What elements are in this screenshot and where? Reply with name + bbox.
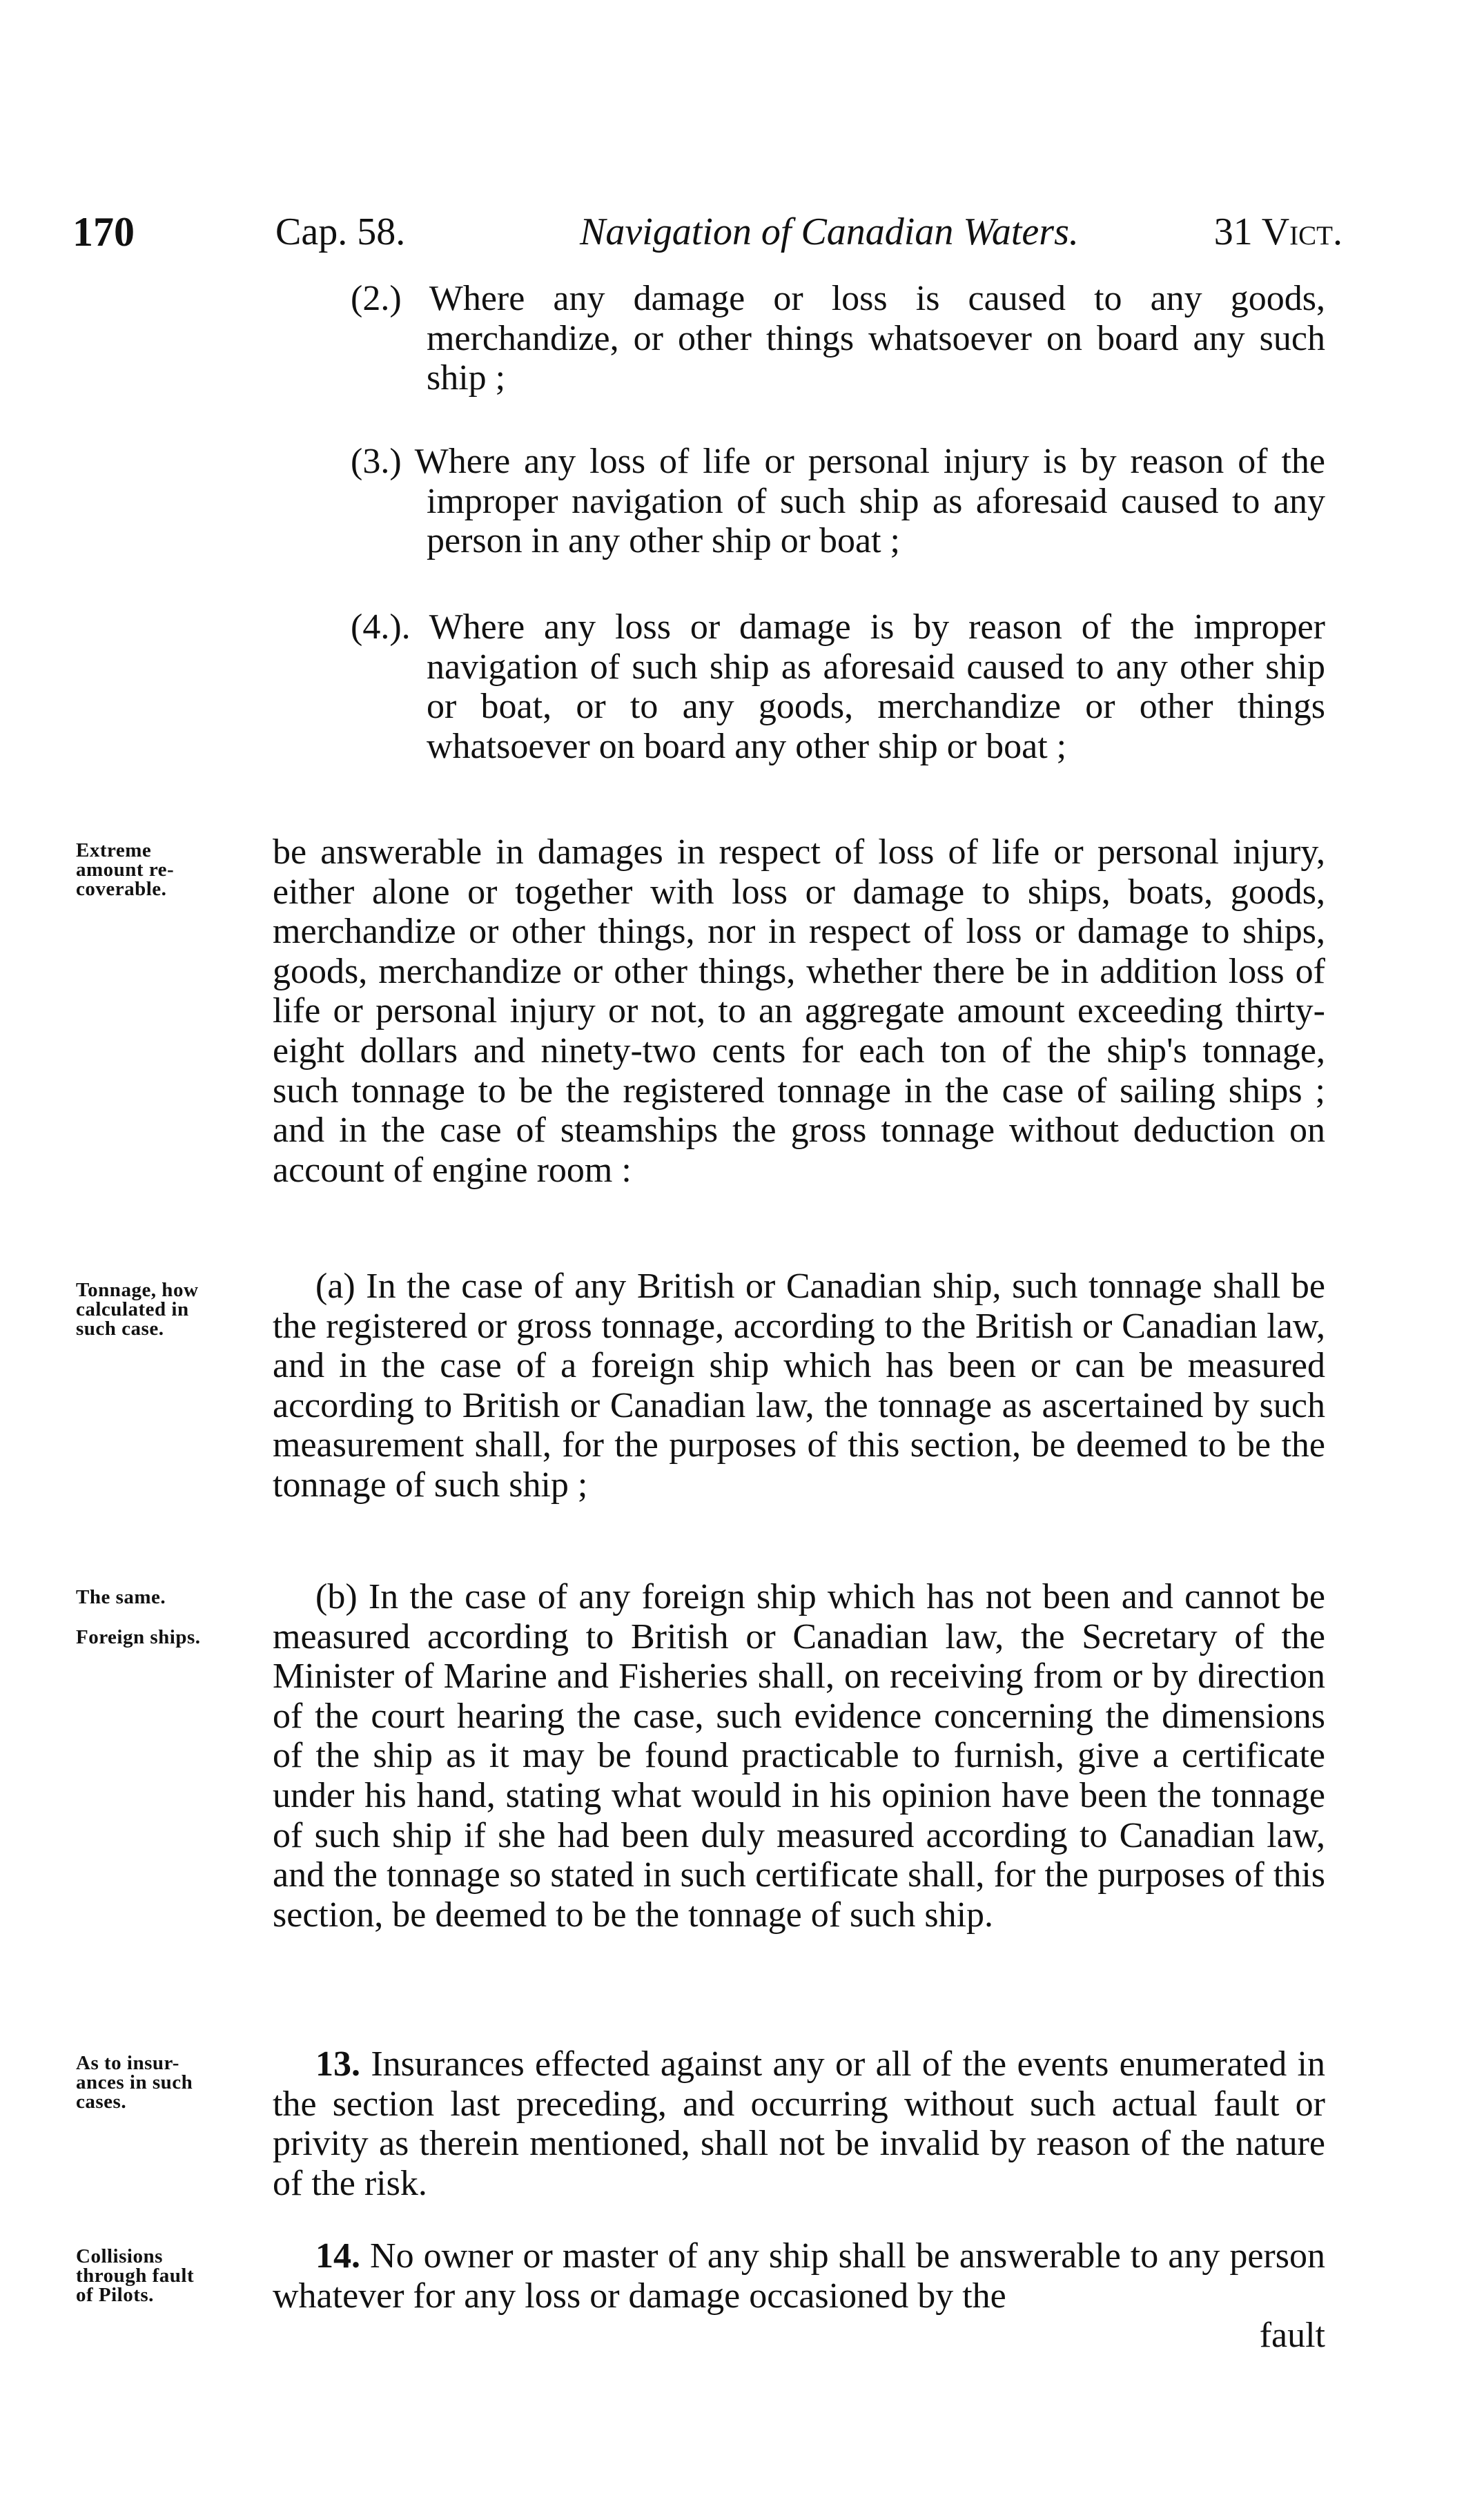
catchword: fault [1259,2316,1325,2355]
marginal-note-extreme: Extreme amount re- coverable. [76,839,175,900]
clause-3 [311,442,1325,561]
chapter-label: Cap. 58. [275,211,406,253]
marginal-note-the-same: The same. [76,1586,166,1608]
running-header [72,204,1343,260]
page-number: 170 [72,209,135,255]
regnal-year: 31 Vict. [1213,211,1343,253]
marginal-note-tonnage: Tonnage, how calculated in such case. [76,1279,199,1340]
section-14-text: No owner or master of any ship shall be answerable to any person whatever for any loss or damage occasioned by the [273,2236,1325,2316]
paragraph-answerable [273,832,1325,1190]
section-13 [273,2044,1325,2203]
marginal-note-foreign-ships: Foreign ships. [76,1626,201,1648]
running-title: Navigation of Canadian Waters. [580,211,1079,253]
marginal-note-insurances: As to insur- ances in such cases. [76,2052,193,2113]
paragraph-sub-b-text: (b) In the case of any foreign ship which has not been and cannot be measured according to British or Canadian law, the Secretary of the Minister of Marine and Fisheries shall, on receiving from or by direction of the court hearing the case, such evidence concerning the dimensions of the ship as it may be found practicable to furnish, give a certificate under his hand, stating what would in his opinion have been the tonnage of such ship if she had been duly measured according to Canadian law, and the tonnage so stated in such certificate shall, for the purposes of this section, be deemed to be the tonnage of such ship. [273,1577,1325,1935]
section-13-number: 13. [315,2044,360,2084]
section-14 [273,2236,1325,2316]
clause-3-text: (3.) Where any loss of life or personal injury is by reason of the improper navigation of such ship as aforesaid caused to any person in any other ship or boat ; [351,442,1325,561]
paragraph-sub-a [273,1267,1325,1505]
section-13-text: Insurances effected against any or all of the events enumerated in the section last preceding, and occurring without such actual fault or privity as therein mentioned, shall not be invalid by reason of the nature of the risk. [273,2044,1326,2203]
paragraph-sub-a-text: (a) In the case of any British or Canadian ship, such tonnage shall be the registered or gross tonnage, according to the British or Canadian law, and in the case of a foreign ship which has been or can be measured according to British or Canadian law, the tonnage as ascertained by such measurement shall, for the purposes of this section, be deemed to be the tonnage of such ship ; [273,1267,1325,1505]
clause-2-text: (2.) Where any damage or loss is caused to any goods, merchandize, or other things whatsoever on board any such ship ; [351,279,1325,398]
section-14-number: 14. [315,2236,360,2276]
paragraph-answerable-text: be answerable in damages in respect of loss of life or personal injury, either alone or together with loss or damage to ships, boats, goods, merchandize or other things, nor in respect of loss or damage to ships, goods, merchandize or other things, whether there be in addition loss of life or personal injury or not, to an aggregate amount exceeding thirty-eight dollars and ninety-two cents for each ton of the ship's tonnage, such tonnage to be the registered tonnage in the case of sailing ships ; and in the case of steamships the gross tonnage without deduction on account of engine room : [273,832,1325,1190]
marginal-note-collisions: Collisions through fault of Pilots. [76,2245,195,2306]
clause-4 [311,607,1325,766]
clause-2 [311,279,1325,398]
clause-4-text: (4.). Where any loss or damage is by reason of the improper navigation of such ship as aforesaid caused to any other ship or boat, or to any goods, merchandize or other things whatsoever on board any other ship or boat ; [351,607,1325,766]
paragraph-sub-b [273,1577,1325,1935]
